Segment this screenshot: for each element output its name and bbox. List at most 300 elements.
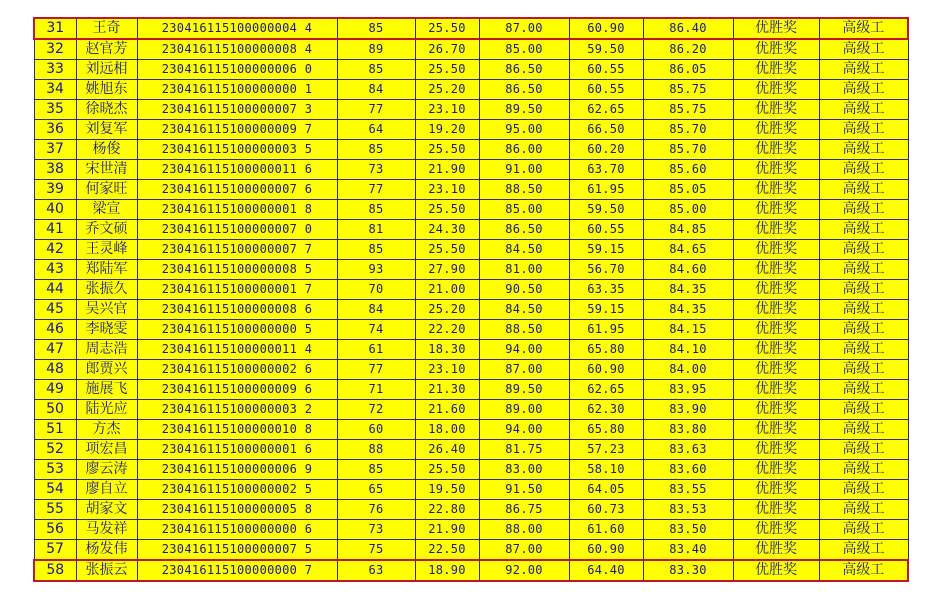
row-number-cell: 49 <box>34 380 76 400</box>
theory-weighted-cell: 64.40 <box>569 560 643 581</box>
level-cell: 高级工 <box>819 440 908 460</box>
row-number-cell: 50 <box>34 400 76 420</box>
practical-score-cell: 77 <box>337 180 415 200</box>
theory-weighted-cell: 65.80 <box>569 420 643 440</box>
practical-score-cell: 73 <box>337 160 415 180</box>
level-cell: 高级工 <box>819 18 908 39</box>
theory-weighted-cell: 59.50 <box>569 200 643 220</box>
award-cell: 优胜奖 <box>733 140 819 160</box>
total-score-cell: 83.40 <box>643 540 733 561</box>
row-number-cell: 42 <box>34 240 76 260</box>
theory-weighted-cell: 60.90 <box>569 18 643 39</box>
level-cell: 高级工 <box>819 500 908 520</box>
total-score-cell: 83.50 <box>643 520 733 540</box>
total-score-cell: 84.85 <box>643 220 733 240</box>
id-number-cell: 230416115100000004 4 <box>137 18 337 39</box>
table-row <box>34 540 908 561</box>
practical-weighted-cell: 24.30 <box>415 220 479 240</box>
award-cell: 优胜奖 <box>733 300 819 320</box>
name-cell: 张振云 <box>76 560 137 581</box>
theory-weighted-cell: 60.90 <box>569 540 643 561</box>
practical-score-cell: 60 <box>337 420 415 440</box>
level-cell: 高级工 <box>819 300 908 320</box>
name-cell: 廖云涛 <box>76 460 137 480</box>
name-cell: 周志浩 <box>76 340 137 360</box>
id-number-cell: 230416115100000007 0 <box>137 220 337 240</box>
level-cell: 高级工 <box>819 520 908 540</box>
total-score-cell: 83.55 <box>643 480 733 500</box>
row-number-cell: 43 <box>34 260 76 280</box>
practical-score-cell: 70 <box>337 280 415 300</box>
id-number-cell: 230416115100000008 6 <box>137 300 337 320</box>
total-score-cell: 83.53 <box>643 500 733 520</box>
total-score-cell: 85.05 <box>643 180 733 200</box>
id-number-cell: 230416115100000003 5 <box>137 140 337 160</box>
theory-score-cell: 88.50 <box>479 320 569 340</box>
total-score-cell: 85.70 <box>643 120 733 140</box>
practical-weighted-cell: 21.00 <box>415 280 479 300</box>
theory-score-cell: 85.00 <box>479 200 569 220</box>
id-number-cell: 230416115100000000 6 <box>137 520 337 540</box>
practical-weighted-cell: 25.20 <box>415 80 479 100</box>
level-cell: 高级工 <box>819 180 908 200</box>
table-row <box>34 520 908 540</box>
theory-score-cell: 89.00 <box>479 400 569 420</box>
level-cell: 高级工 <box>819 200 908 220</box>
id-number-cell: 230416115100000011 6 <box>137 160 337 180</box>
practical-weighted-cell: 23.10 <box>415 100 479 120</box>
table-row <box>34 260 908 280</box>
theory-weighted-cell: 59.15 <box>569 240 643 260</box>
theory-score-cell: 90.50 <box>479 280 569 300</box>
practical-weighted-cell: 25.50 <box>415 18 479 39</box>
practical-score-cell: 65 <box>337 480 415 500</box>
theory-weighted-cell: 61.95 <box>569 320 643 340</box>
theory-score-cell: 86.50 <box>479 60 569 80</box>
theory-weighted-cell: 63.70 <box>569 160 643 180</box>
theory-score-cell: 86.50 <box>479 80 569 100</box>
level-cell: 高级工 <box>819 60 908 80</box>
practical-score-cell: 84 <box>337 80 415 100</box>
row-number-cell: 32 <box>34 39 76 60</box>
score-grid <box>33 17 909 582</box>
practical-weighted-cell: 19.20 <box>415 120 479 140</box>
theory-weighted-cell: 62.65 <box>569 100 643 120</box>
award-cell: 优胜奖 <box>733 60 819 80</box>
total-score-cell: 85.60 <box>643 160 733 180</box>
total-score-cell: 85.70 <box>643 140 733 160</box>
row-number-cell: 44 <box>34 280 76 300</box>
name-cell: 姚旭东 <box>76 80 137 100</box>
award-cell: 优胜奖 <box>733 120 819 140</box>
total-score-cell: 83.30 <box>643 560 733 581</box>
practical-weighted-cell: 18.30 <box>415 340 479 360</box>
table-row <box>34 280 908 300</box>
practical-weighted-cell: 21.90 <box>415 520 479 540</box>
theory-score-cell: 84.50 <box>479 240 569 260</box>
practical-score-cell: 61 <box>337 340 415 360</box>
row-number-cell: 37 <box>34 140 76 160</box>
practical-weighted-cell: 22.80 <box>415 500 479 520</box>
table-row <box>34 440 908 460</box>
theory-weighted-cell: 58.10 <box>569 460 643 480</box>
award-cell: 优胜奖 <box>733 39 819 60</box>
table-row <box>34 340 908 360</box>
level-cell: 高级工 <box>819 120 908 140</box>
level-cell: 高级工 <box>819 100 908 120</box>
level-cell: 高级工 <box>819 220 908 240</box>
practical-score-cell: 74 <box>337 320 415 340</box>
name-cell: 徐晓杰 <box>76 100 137 120</box>
practical-weighted-cell: 25.20 <box>415 300 479 320</box>
id-number-cell: 230416115100000007 5 <box>137 540 337 561</box>
total-score-cell: 83.63 <box>643 440 733 460</box>
row-number-cell: 54 <box>34 480 76 500</box>
practical-score-cell: 85 <box>337 140 415 160</box>
practical-weighted-cell: 25.50 <box>415 460 479 480</box>
award-cell: 优胜奖 <box>733 480 819 500</box>
practical-score-cell: 85 <box>337 240 415 260</box>
id-number-cell: 230416115100000000 5 <box>137 320 337 340</box>
name-cell: 张振久 <box>76 280 137 300</box>
table-row <box>34 380 908 400</box>
level-cell: 高级工 <box>819 39 908 60</box>
total-score-cell: 85.00 <box>643 200 733 220</box>
practical-weighted-cell: 25.50 <box>415 60 479 80</box>
award-cell: 优胜奖 <box>733 560 819 581</box>
table-row <box>34 200 908 220</box>
total-score-cell: 84.65 <box>643 240 733 260</box>
id-number-cell: 230416115100000005 8 <box>137 500 337 520</box>
theory-score-cell: 81.75 <box>479 440 569 460</box>
total-score-cell: 83.90 <box>643 400 733 420</box>
theory-score-cell: 84.50 <box>479 300 569 320</box>
name-cell: 宋世清 <box>76 160 137 180</box>
table-row <box>34 360 908 380</box>
practical-weighted-cell: 18.90 <box>415 560 479 581</box>
theory-score-cell: 86.00 <box>479 140 569 160</box>
level-cell: 高级工 <box>819 260 908 280</box>
name-cell: 马发祥 <box>76 520 137 540</box>
name-cell: 乔文硕 <box>76 220 137 240</box>
practical-weighted-cell: 26.40 <box>415 440 479 460</box>
id-number-cell: 230416115100000011 4 <box>137 340 337 360</box>
name-cell: 吴兴官 <box>76 300 137 320</box>
id-number-cell: 230416115100000001 7 <box>137 280 337 300</box>
theory-weighted-cell: 65.80 <box>569 340 643 360</box>
total-score-cell: 84.15 <box>643 320 733 340</box>
total-score-cell: 86.40 <box>643 18 733 39</box>
practical-score-cell: 85 <box>337 460 415 480</box>
level-cell: 高级工 <box>819 160 908 180</box>
theory-weighted-cell: 64.05 <box>569 480 643 500</box>
row-number-cell: 51 <box>34 420 76 440</box>
id-number-cell: 230416115100000010 8 <box>137 420 337 440</box>
id-number-cell: 230416115100000009 6 <box>137 380 337 400</box>
table-row <box>34 300 908 320</box>
level-cell: 高级工 <box>819 320 908 340</box>
level-cell: 高级工 <box>819 380 908 400</box>
row-number-cell: 47 <box>34 340 76 360</box>
theory-weighted-cell: 60.20 <box>569 140 643 160</box>
practical-score-cell: 71 <box>337 380 415 400</box>
id-number-cell: 230416115100000009 7 <box>137 120 337 140</box>
theory-score-cell: 89.50 <box>479 100 569 120</box>
name-cell: 何家旺 <box>76 180 137 200</box>
theory-score-cell: 94.00 <box>479 340 569 360</box>
practical-score-cell: 76 <box>337 500 415 520</box>
theory-score-cell: 89.50 <box>479 380 569 400</box>
theory-score-cell: 86.50 <box>479 220 569 240</box>
id-number-cell: 230416115100000001 8 <box>137 200 337 220</box>
name-cell: 项宏昌 <box>76 440 137 460</box>
id-number-cell: 230416115100000007 6 <box>137 180 337 200</box>
theory-weighted-cell: 56.70 <box>569 260 643 280</box>
total-score-cell: 86.05 <box>643 60 733 80</box>
total-score-cell: 83.80 <box>643 420 733 440</box>
name-cell: 陆光应 <box>76 400 137 420</box>
row-number-cell: 58 <box>34 560 76 581</box>
row-number-cell: 56 <box>34 520 76 540</box>
table-row <box>34 60 908 80</box>
level-cell: 高级工 <box>819 560 908 581</box>
theory-score-cell: 91.00 <box>479 160 569 180</box>
id-number-cell: 230416115100000000 7 <box>137 560 337 581</box>
practical-score-cell: 85 <box>337 18 415 39</box>
row-number-cell: 57 <box>34 540 76 561</box>
id-number-cell: 230416115100000008 5 <box>137 260 337 280</box>
practical-weighted-cell: 22.20 <box>415 320 479 340</box>
theory-weighted-cell: 63.35 <box>569 280 643 300</box>
name-cell: 廖自立 <box>76 480 137 500</box>
theory-score-cell: 88.00 <box>479 520 569 540</box>
practical-score-cell: 93 <box>337 260 415 280</box>
award-cell: 优胜奖 <box>733 440 819 460</box>
row-number-cell: 41 <box>34 220 76 240</box>
table-row <box>34 560 908 581</box>
theory-weighted-cell: 59.50 <box>569 39 643 60</box>
table-row <box>34 240 908 260</box>
name-cell: 杨俊 <box>76 140 137 160</box>
total-score-cell: 83.95 <box>643 380 733 400</box>
practical-score-cell: 84 <box>337 300 415 320</box>
total-score-cell: 84.35 <box>643 280 733 300</box>
practical-weighted-cell: 27.90 <box>415 260 479 280</box>
total-score-cell: 86.20 <box>643 39 733 60</box>
theory-weighted-cell: 60.90 <box>569 360 643 380</box>
level-cell: 高级工 <box>819 340 908 360</box>
name-cell: 郎贾兴 <box>76 360 137 380</box>
theory-score-cell: 87.00 <box>479 540 569 561</box>
theory-weighted-cell: 57.23 <box>569 440 643 460</box>
row-number-cell: 53 <box>34 460 76 480</box>
practical-score-cell: 81 <box>337 220 415 240</box>
theory-score-cell: 83.00 <box>479 460 569 480</box>
award-cell: 优胜奖 <box>733 160 819 180</box>
theory-score-cell: 81.00 <box>479 260 569 280</box>
table-body <box>34 18 908 581</box>
award-cell: 优胜奖 <box>733 200 819 220</box>
row-number-cell: 39 <box>34 180 76 200</box>
award-cell: 优胜奖 <box>733 100 819 120</box>
id-number-cell: 230416115100000001 6 <box>137 440 337 460</box>
practical-score-cell: 64 <box>337 120 415 140</box>
award-cell: 优胜奖 <box>733 520 819 540</box>
award-cell: 优胜奖 <box>733 260 819 280</box>
name-cell: 方杰 <box>76 420 137 440</box>
table-row <box>34 39 908 60</box>
practical-weighted-cell: 21.30 <box>415 380 479 400</box>
row-number-cell: 31 <box>34 18 76 39</box>
table-row <box>34 160 908 180</box>
table-row <box>34 320 908 340</box>
practical-score-cell: 85 <box>337 200 415 220</box>
name-cell: 王灵峰 <box>76 240 137 260</box>
award-cell: 优胜奖 <box>733 240 819 260</box>
award-cell: 优胜奖 <box>733 320 819 340</box>
results-table <box>33 17 907 582</box>
practical-weighted-cell: 23.10 <box>415 360 479 380</box>
name-cell: 李晓雯 <box>76 320 137 340</box>
row-number-cell: 52 <box>34 440 76 460</box>
practical-score-cell: 63 <box>337 560 415 581</box>
practical-score-cell: 75 <box>337 540 415 561</box>
name-cell: 胡家文 <box>76 500 137 520</box>
practical-weighted-cell: 18.00 <box>415 420 479 440</box>
name-cell: 杨发伟 <box>76 540 137 561</box>
id-number-cell: 230416115100000002 6 <box>137 360 337 380</box>
practical-weighted-cell: 21.60 <box>415 400 479 420</box>
row-number-cell: 55 <box>34 500 76 520</box>
total-score-cell: 85.75 <box>643 100 733 120</box>
name-cell: 赵官芳 <box>76 39 137 60</box>
practical-weighted-cell: 21.90 <box>415 160 479 180</box>
award-cell: 优胜奖 <box>733 18 819 39</box>
practical-weighted-cell: 22.50 <box>415 540 479 561</box>
practical-weighted-cell: 23.10 <box>415 180 479 200</box>
table-row <box>34 140 908 160</box>
level-cell: 高级工 <box>819 400 908 420</box>
row-number-cell: 33 <box>34 60 76 80</box>
row-number-cell: 45 <box>34 300 76 320</box>
total-score-cell: 84.35 <box>643 300 733 320</box>
theory-weighted-cell: 62.30 <box>569 400 643 420</box>
name-cell: 刘复军 <box>76 120 137 140</box>
table-row <box>34 220 908 240</box>
table-row <box>34 480 908 500</box>
name-cell: 梁宣 <box>76 200 137 220</box>
id-number-cell: 230416115100000006 9 <box>137 460 337 480</box>
id-number-cell: 230416115100000007 3 <box>137 100 337 120</box>
award-cell: 优胜奖 <box>733 180 819 200</box>
level-cell: 高级工 <box>819 360 908 380</box>
level-cell: 高级工 <box>819 80 908 100</box>
row-number-cell: 48 <box>34 360 76 380</box>
theory-score-cell: 91.50 <box>479 480 569 500</box>
practical-score-cell: 89 <box>337 39 415 60</box>
total-score-cell: 85.75 <box>643 80 733 100</box>
theory-weighted-cell: 62.65 <box>569 380 643 400</box>
name-cell: 施展飞 <box>76 380 137 400</box>
award-cell: 优胜奖 <box>733 380 819 400</box>
award-cell: 优胜奖 <box>733 500 819 520</box>
practical-score-cell: 85 <box>337 60 415 80</box>
practical-score-cell: 77 <box>337 360 415 380</box>
practical-weighted-cell: 25.50 <box>415 140 479 160</box>
theory-score-cell: 87.00 <box>479 360 569 380</box>
theory-weighted-cell: 60.55 <box>569 220 643 240</box>
theory-weighted-cell: 60.73 <box>569 500 643 520</box>
theory-weighted-cell: 61.95 <box>569 180 643 200</box>
practical-weighted-cell: 25.50 <box>415 240 479 260</box>
table-row <box>34 18 908 39</box>
theory-score-cell: 88.50 <box>479 180 569 200</box>
total-score-cell: 84.00 <box>643 360 733 380</box>
award-cell: 优胜奖 <box>733 280 819 300</box>
level-cell: 高级工 <box>819 140 908 160</box>
row-number-cell: 46 <box>34 320 76 340</box>
table-row <box>34 420 908 440</box>
level-cell: 高级工 <box>819 280 908 300</box>
id-number-cell: 230416115100000003 2 <box>137 400 337 420</box>
theory-weighted-cell: 60.55 <box>569 60 643 80</box>
theory-weighted-cell: 59.15 <box>569 300 643 320</box>
name-cell: 王奇 <box>76 18 137 39</box>
practical-weighted-cell: 25.50 <box>415 200 479 220</box>
level-cell: 高级工 <box>819 480 908 500</box>
theory-score-cell: 92.00 <box>479 560 569 581</box>
practical-weighted-cell: 26.70 <box>415 39 479 60</box>
theory-score-cell: 87.00 <box>479 18 569 39</box>
id-number-cell: 230416115100000008 4 <box>137 39 337 60</box>
table-row <box>34 100 908 120</box>
award-cell: 优胜奖 <box>733 340 819 360</box>
level-cell: 高级工 <box>819 240 908 260</box>
award-cell: 优胜奖 <box>733 540 819 561</box>
table-row <box>34 400 908 420</box>
practical-score-cell: 88 <box>337 440 415 460</box>
table-row <box>34 460 908 480</box>
award-cell: 优胜奖 <box>733 420 819 440</box>
award-cell: 优胜奖 <box>733 400 819 420</box>
theory-score-cell: 86.75 <box>479 500 569 520</box>
name-cell: 郑陆军 <box>76 260 137 280</box>
table-row <box>34 120 908 140</box>
award-cell: 优胜奖 <box>733 80 819 100</box>
id-number-cell: 230416115100000000 1 <box>137 80 337 100</box>
name-cell: 刘远相 <box>76 60 137 80</box>
total-score-cell: 83.60 <box>643 460 733 480</box>
practical-score-cell: 77 <box>337 100 415 120</box>
theory-score-cell: 85.00 <box>479 39 569 60</box>
practical-weighted-cell: 19.50 <box>415 480 479 500</box>
total-score-cell: 84.10 <box>643 340 733 360</box>
row-number-cell: 38 <box>34 160 76 180</box>
table-row <box>34 500 908 520</box>
theory-weighted-cell: 60.55 <box>569 80 643 100</box>
level-cell: 高级工 <box>819 420 908 440</box>
row-number-cell: 34 <box>34 80 76 100</box>
theory-weighted-cell: 61.60 <box>569 520 643 540</box>
id-number-cell: 230416115100000006 0 <box>137 60 337 80</box>
table-row <box>34 180 908 200</box>
award-cell: 优胜奖 <box>733 360 819 380</box>
total-score-cell: 84.60 <box>643 260 733 280</box>
level-cell: 高级工 <box>819 460 908 480</box>
level-cell: 高级工 <box>819 540 908 561</box>
award-cell: 优胜奖 <box>733 220 819 240</box>
id-number-cell: 230416115100000002 5 <box>137 480 337 500</box>
